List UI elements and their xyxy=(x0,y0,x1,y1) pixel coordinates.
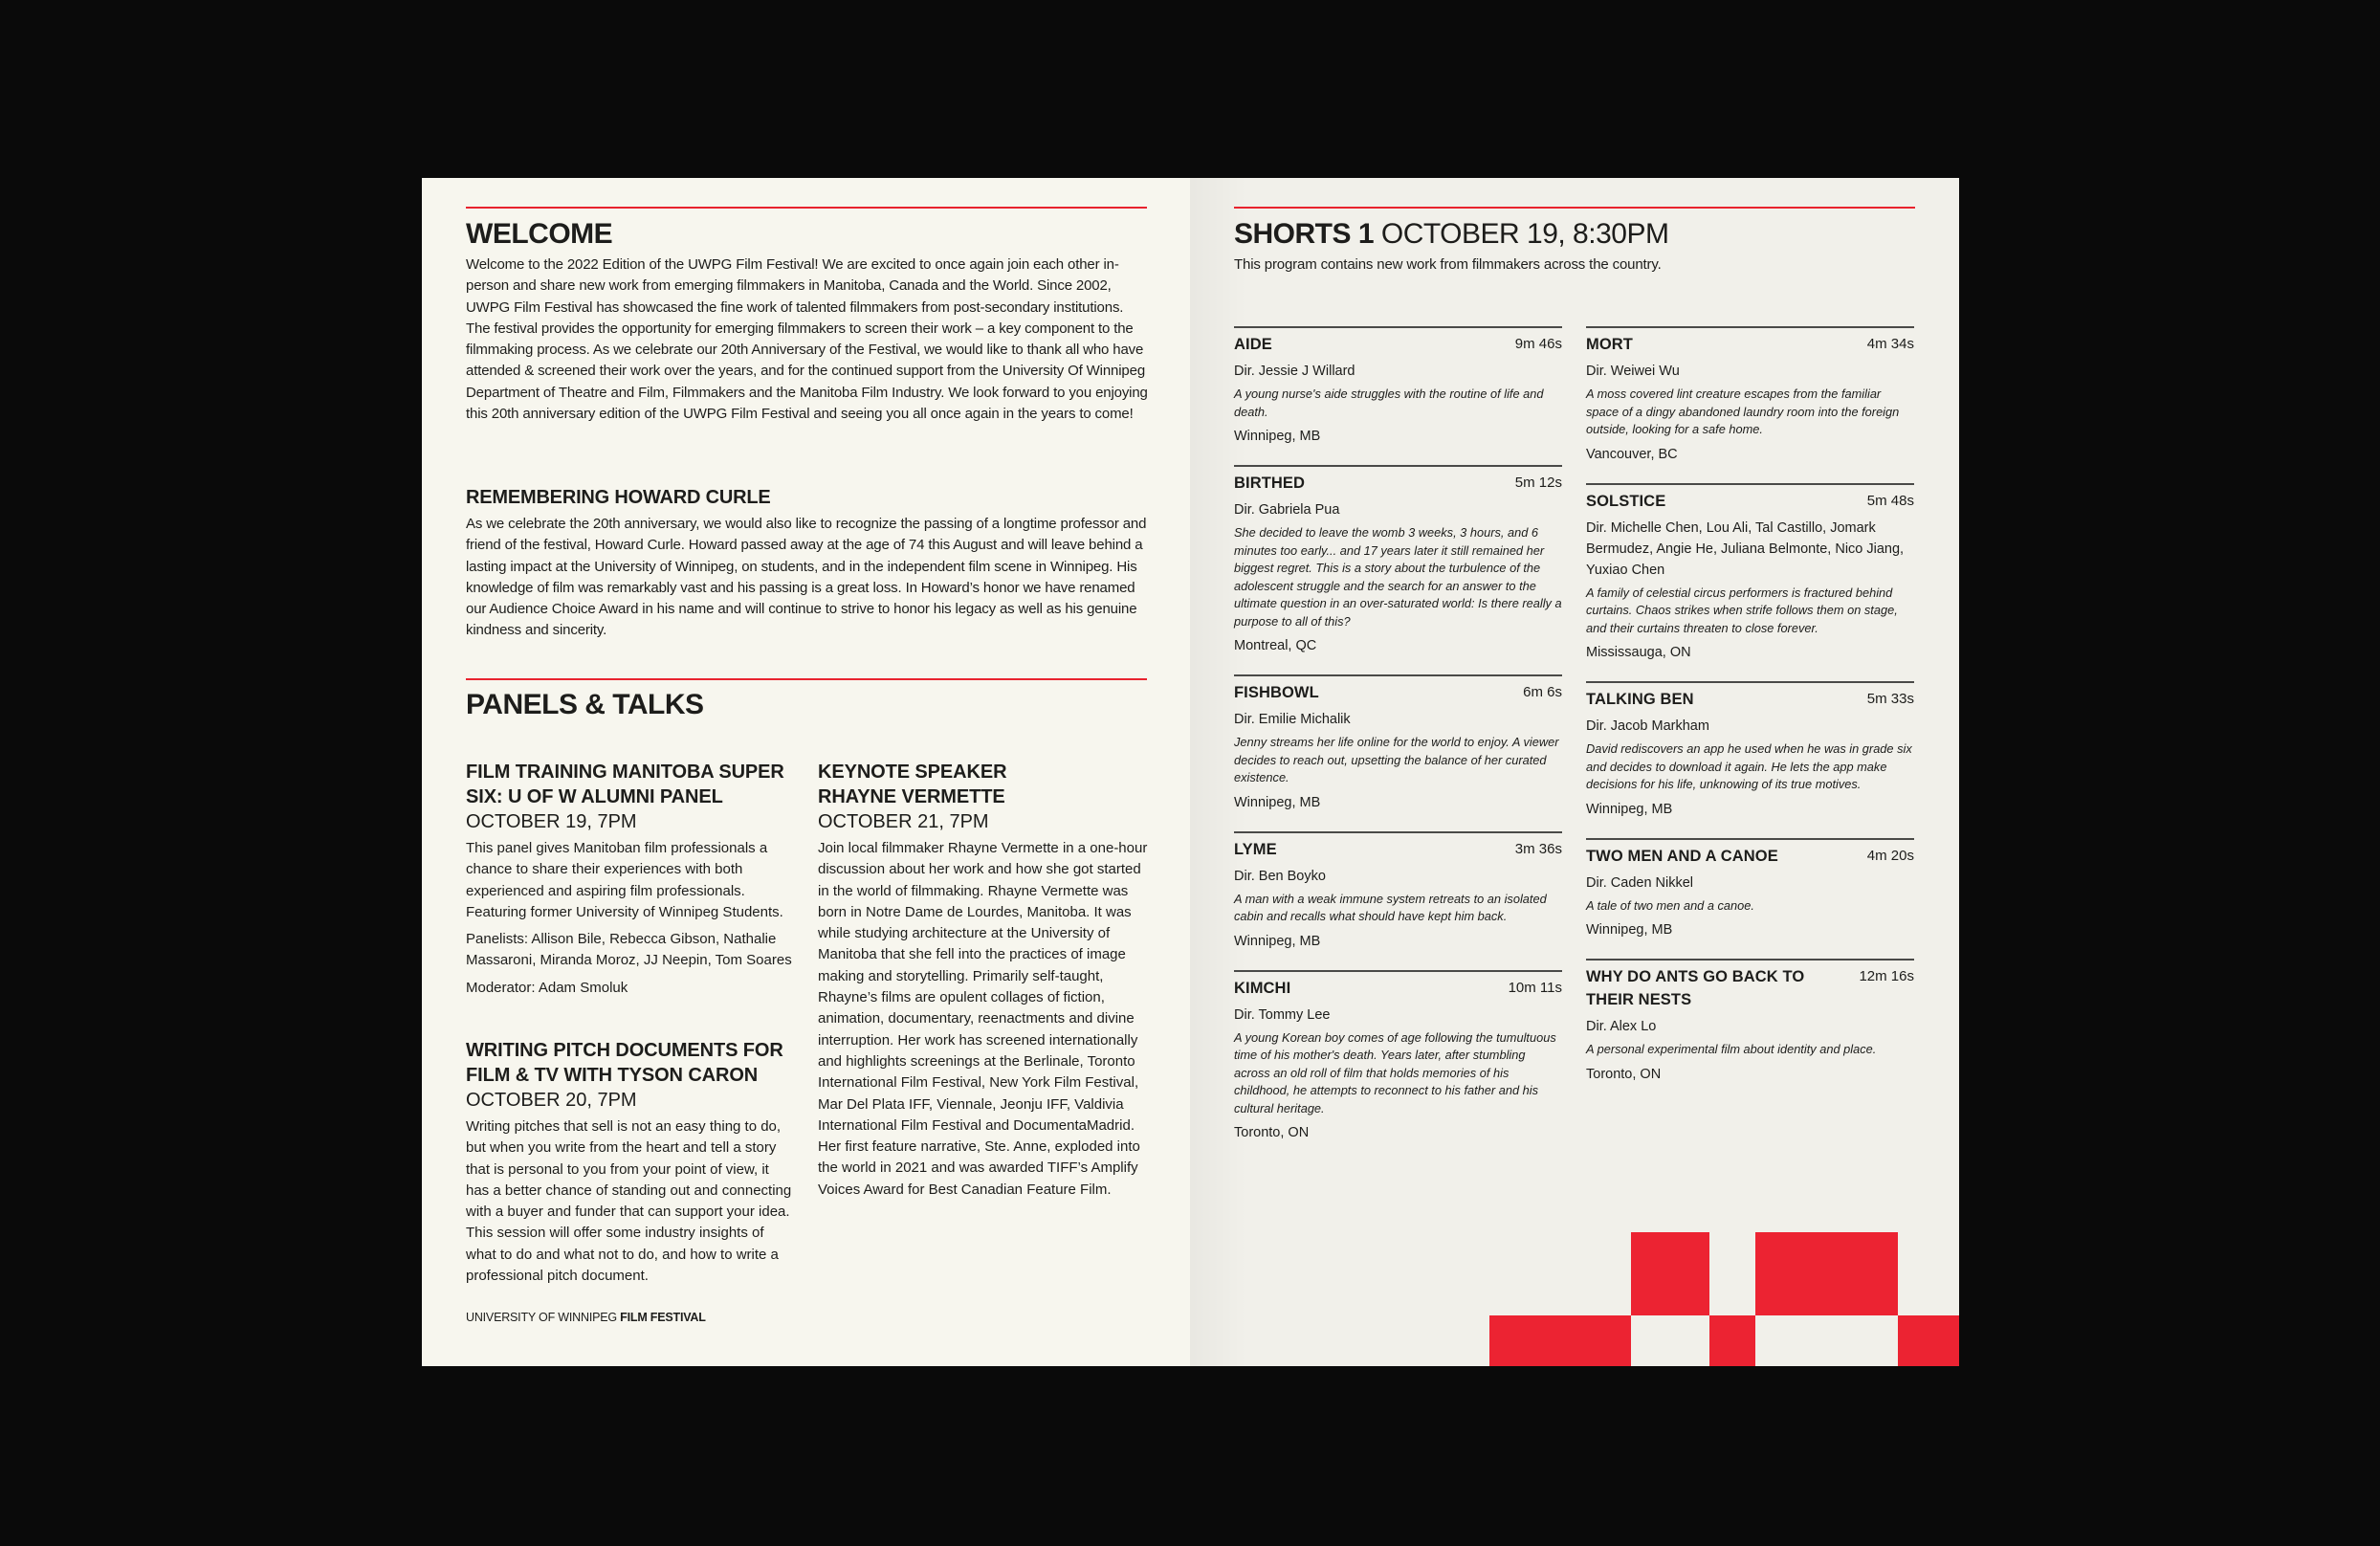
film-title: AIDE xyxy=(1234,336,1272,353)
film-title: KIMCHI xyxy=(1234,979,1291,997)
shorts-divider xyxy=(1234,207,1915,209)
film-description: A moss covered lint creature escapes from the familiar space of a dingy abandoned laundry room into the foreign outside, looking for a safe home. xyxy=(1586,386,1900,436)
film-description: She decided to leave the womb 3 weeks, 3 hours, and 6 minutes too early... and 17 years later it still remained her biggest regret. This is a story about the turbulence of the adolescent struggle and the search for an answer to the ultimate question in an over-saturated world: Is there really a purpose to all of this? xyxy=(1234,525,1562,629)
panel-date: OCTOBER 19, 7PM xyxy=(466,811,637,832)
film-duration: 10m 11s xyxy=(1508,979,1562,996)
film-header xyxy=(1234,838,1562,861)
film-divider xyxy=(1234,970,1562,972)
film-description: A tale of two men and a canoe. xyxy=(1586,897,1754,913)
welcome-divider xyxy=(466,207,1147,209)
film-header xyxy=(1586,965,1914,1011)
film-location: Toronto, ON xyxy=(1586,1066,1662,1082)
film-title: MORT xyxy=(1586,336,1633,353)
panel-description: This panel gives Manitoban film professionals a chance to share their experiences with both experienced and aspiring film professionals. Featuring former University of Winnipeg Students. xyxy=(466,840,783,920)
footer-brand-bold: FILM FESTIVAL xyxy=(620,1311,706,1324)
film-header xyxy=(1586,688,1914,711)
film-description: David rediscovers an app he used when he was in grade six and decides to download it again. He lets the app make decisions for his life, unknowing of its true motives. xyxy=(1586,741,1912,791)
decorative-red-block xyxy=(1631,1232,1709,1315)
welcome-section xyxy=(466,218,1155,425)
panel-title: FILM TRAINING MANITOBA SUPER SIX: U OF W ALUMNI PANEL xyxy=(466,762,784,807)
panel-item xyxy=(466,1038,796,1287)
film-duration: 5m 33s xyxy=(1866,691,1914,707)
film-director: Dir. Tommy Lee xyxy=(1234,1006,1331,1023)
film-director: Dir. Alex Lo xyxy=(1586,1019,1657,1034)
film-title: FISHBOWL xyxy=(1234,684,1319,701)
film-duration: 5m 48s xyxy=(1866,492,1914,509)
film-divider xyxy=(1586,838,1914,840)
panel-moderator: Moderator: Adam Smoluk xyxy=(466,979,628,996)
panel-description: Join local filmmaker Rhayne Vermette in a one-hour discussion about her work and how she got started in the world of filmmaking. Rhayne Vermette was born in Notre Dame de Lourdes, Manitoba. It was while studying architecture at the University of Manitoba that she fell into the practices of image making and storytelling. Primarily self-taught, Rhayne’s films are opulent collages of fiction, animation, documentary, reenactments and divine interruption. Her work has screened internationally and highlights screenings at the Berlinale, Toronto International Film Festival, New York Film Festival, Mar Del Plata IFF, Viennale, Jeonju IFF, Valdivia International Film Festival and DocumentaMadrid. Her first feature narrative, Ste. Anne, exploded into the world in 2021 and was awarded TIFF’s Amplify Voices Award for Best Canadian Feature Film. xyxy=(818,840,1148,1198)
film-column-1 xyxy=(1234,326,1562,1161)
decorative-red-block xyxy=(1489,1315,1631,1366)
film-director: Dir. Emilie Michalik xyxy=(1234,712,1351,727)
film-header xyxy=(1234,681,1562,704)
remembering-section xyxy=(466,486,1155,642)
film-duration: 6m 6s xyxy=(1523,684,1562,700)
footer-brand-regular: UNIVERSITY OF WINNIPEG xyxy=(466,1311,621,1324)
film-title: SOLSTICE xyxy=(1586,492,1666,510)
remembering-heading: REMEMBERING HOWARD CURLE xyxy=(466,487,771,508)
film-entry xyxy=(1234,326,1562,446)
program-datetime: OCTOBER 19, 8:30PM xyxy=(1380,218,1669,250)
decorative-red-block xyxy=(1898,1315,1959,1366)
film-location: Mississauga, ON xyxy=(1586,645,1691,660)
panel-item xyxy=(466,760,796,999)
film-divider xyxy=(1586,326,1914,328)
film-director: Dir. Jessie J Willard xyxy=(1234,364,1355,379)
film-description: A young Korean boy comes of age following the tumultuous time of his mother's death. Years later, after stumbling across an old roll of film that holds memories of his childhood, he attempts to reconnect to his father and his cultural heritage. xyxy=(1234,1029,1556,1115)
film-title: WHY DO ANTS GO BACK TO THEIR NESTS xyxy=(1586,968,1805,1008)
film-divider xyxy=(1586,681,1914,683)
film-director: Dir. Caden Nikkel xyxy=(1586,874,1694,891)
film-director: Dir. Gabriela Pua xyxy=(1234,502,1340,518)
film-location: Winnipeg, MB xyxy=(1234,794,1321,810)
film-duration: 5m 12s xyxy=(1514,475,1562,491)
film-location: Winnipeg, MB xyxy=(1586,801,1673,817)
film-location: Winnipeg, MB xyxy=(1234,429,1321,444)
panel-description: Writing pitches that sell is not an easy thing to do, but when you write from the heart and tell a story that is personal to you from your point of view, it has a better chance of standing out and connecting with a buyer and funder that can support your idea. This session will offer some industry insights of what to do and what not to do, and how to write a professional pitch document. xyxy=(466,1118,792,1285)
film-description: Jenny streams her life online for the world to enjoy. A viewer decides to reach out, upsetting the balance of her curated existence. xyxy=(1234,735,1559,784)
decorative-red-block xyxy=(1755,1232,1898,1315)
panel-item xyxy=(818,760,1148,1201)
panel-title: KEYNOTE SPEAKER RHAYNE VERMETTE xyxy=(818,762,1007,807)
film-entry xyxy=(1234,970,1562,1143)
film-header xyxy=(1586,490,1914,513)
film-description: A family of celestial circus performers is fractured behind curtains. Chaos strikes when strife follows them on stage, and their curtains threaten to close forever. xyxy=(1586,585,1898,635)
film-column-2 xyxy=(1586,326,1914,1103)
panel-panelists: Panelists: Allison Bile, Rebecca Gibson, Nathalie Massaroni, Miranda Moroz, JJ Neepin, Tom Soares xyxy=(466,931,792,969)
film-title: LYME xyxy=(1234,840,1277,858)
film-divider xyxy=(1234,831,1562,833)
film-duration: 4m 34s xyxy=(1866,336,1914,352)
film-header xyxy=(1234,472,1562,495)
film-location: Vancouver, BC xyxy=(1586,446,1678,462)
film-entry xyxy=(1586,959,1914,1084)
film-duration: 12m 16s xyxy=(1859,968,1914,984)
film-description: A young nurse's aide struggles with the routine of life and death. xyxy=(1234,386,1544,419)
film-header xyxy=(1234,977,1562,1000)
film-header xyxy=(1586,333,1914,356)
film-header xyxy=(1586,845,1914,868)
film-divider xyxy=(1586,959,1914,961)
panel-date: OCTOBER 21, 7PM xyxy=(818,811,989,832)
film-divider xyxy=(1234,326,1562,328)
program-header xyxy=(1234,218,1923,276)
film-entry xyxy=(1586,838,1914,940)
film-entry xyxy=(1586,483,1914,663)
panels-divider xyxy=(466,678,1147,680)
welcome-body: Welcome to the 2022 Edition of the UWPG Film Festival! We are excited to once again join each other in-person and share new work from emerging filmmakers in Manitoba, Canada and the World. Since 2002, UWPG Film Festival has showcased the fine work of talented filmmakers from post-secondary institutions. The festival provides the opportunity for emerging filmmakers to screen their work – a key component to the filmmaking process. As we celebrate our 20th Anniversary of the Festival, we would like to thank all who have attended & screened their work over the years, and for the continued support from the University Of Winnipeg Department of Theatre and Film, Filmmakers and the Manitoba Film Industry. We look forward to you enjoying this 20th anniversary edition of the UWPG Film Festival and seeing you all once again in the years to come! xyxy=(466,256,1148,423)
film-director: Dir. Ben Boyko xyxy=(1234,868,1326,884)
film-divider xyxy=(1234,674,1562,676)
film-title: BIRTHED xyxy=(1234,475,1306,492)
panels-heading: PANELS & TALKS xyxy=(466,689,704,720)
film-location: Winnipeg, MB xyxy=(1586,922,1673,938)
film-location: Montreal, QC xyxy=(1234,638,1317,653)
remembering-body: As we celebrate the 20th anniversary, we would also like to recognize the passing of a longtime professor and friend of the festival, Howard Curle. Howard passed away at the age of 74 this August and will leave behind a lasting impact at the University of Winnipeg, on students, and in the independent film scene in Winnipeg. His knowledge of film was remarkably vast and his passing is a great loss. In Howard’s honor we have renamed our Audience Choice Award in his name and will continue to strive to honor his legacy as well as his genuine kindness and sincerity. xyxy=(466,516,1147,639)
film-description: A man with a weak immune system retreats to an isolated cabin and recalls what should have kept him back. xyxy=(1234,891,1547,923)
film-title: TALKING BEN xyxy=(1586,691,1694,708)
panel-date: OCTOBER 20, 7PM xyxy=(466,1090,637,1111)
film-entry xyxy=(1234,831,1562,951)
film-description: A personal experimental film about identity and place. xyxy=(1586,1042,1877,1056)
film-location: Winnipeg, MB xyxy=(1234,933,1321,949)
film-director: Dir. Jacob Markham xyxy=(1586,718,1709,734)
film-duration: 3m 36s xyxy=(1514,840,1562,857)
film-header xyxy=(1234,333,1562,356)
film-location: Toronto, ON xyxy=(1234,1125,1310,1140)
panel-title: WRITING PITCH DOCUMENTS FOR FILM & TV WITH TYSON CARON xyxy=(466,1040,783,1086)
footer-brand xyxy=(466,1311,706,1324)
film-entry xyxy=(1234,674,1562,812)
welcome-heading: WELCOME xyxy=(466,218,613,250)
film-title: TWO MEN AND A CANOE xyxy=(1586,847,1778,865)
program-intro: This program contains new work from filmmakers across the country. xyxy=(1234,256,1662,273)
film-entry xyxy=(1586,326,1914,464)
decorative-red-block xyxy=(1709,1315,1755,1366)
film-divider xyxy=(1234,465,1562,467)
film-director: Dir. Michelle Chen, Lou Ali, Tal Castillo, Jomark Bermudez, Angie He, Juliana Belmonte, Nico Jiang, Yuxiao Chen xyxy=(1586,519,1905,578)
film-duration: 9m 46s xyxy=(1514,336,1562,352)
film-entry xyxy=(1586,681,1914,819)
film-entry xyxy=(1234,465,1562,655)
program-heading xyxy=(1234,218,1923,251)
program-name: SHORTS 1 xyxy=(1234,218,1375,250)
film-director: Dir. Weiwei Wu xyxy=(1586,364,1680,379)
film-duration: 4m 20s xyxy=(1866,847,1914,864)
film-divider xyxy=(1586,483,1914,485)
